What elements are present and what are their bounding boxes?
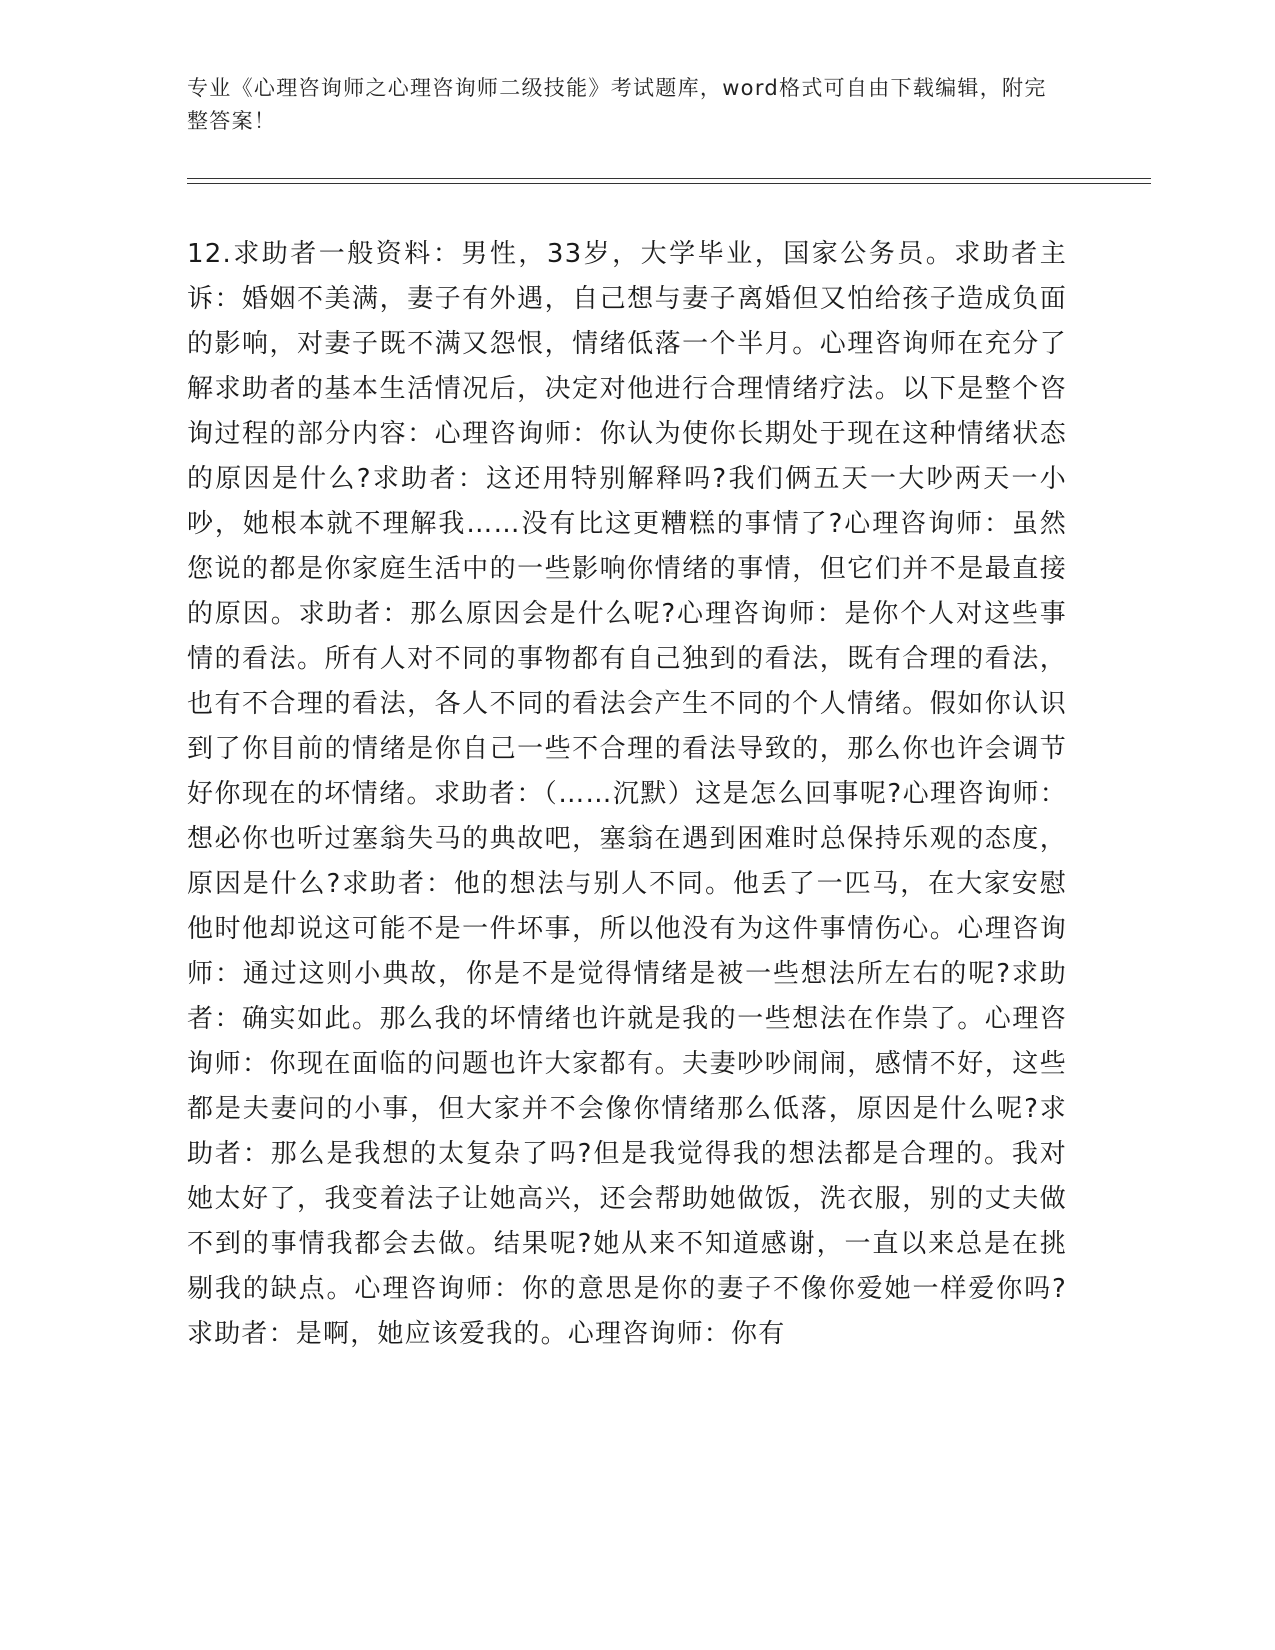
header-divider-top: [187, 178, 1151, 179]
question-text: 12.求助者一般资料：男性，33岁，大学毕业，国家公务员。求助者主诉：婚姻不美满，妻子有外遇，自己想与妻子离婚但又怕给孩子造成负面的影响，对妻子既不满又怨恨，情绪低落一个半月。心理咨询师在充分了解求助者的基本生活情况后，决定对他进行合理情绪疗法。以下是整个咨询过程的部分内容：心理咨询师：你认为使你长期处于现在这种情绪状态的原因是什么?求助者：这还用特别解释吗?我们俩五天一大吵两天一小吵，她根本就不理解我……没有比这更糟糕的事情了?心理咨询师：虽然您说的都是你家庭生活中的一些影响你情绪的事情，但它们并不是最直接的原因。求助者：那么原因会是什么呢?心理咨询师：是你个人对这些事情的看法。所有人对不同的事物都有自己独到的看法，既有合理的看法，也有不合理的看法，各人不同的看法会产生不同的个人情绪。假如你认识到了你目前的情绪是你自己一些不合理的看法导致的，那么你也许会调节好你现在的坏情绪。求助者：（……沉默）这是怎么回事呢?心理咨询师：想必你也听过塞翁失马的典故吧，塞翁在遇到困难时总保持乐观的态度，原因是什么?求助者：他的想法与别人不同。他丢了一匹马，在大家安慰他时他却说这可能不是一件坏事，所以他没有为这件事情伤心。心理咨询师：通过这则小典故，你是不是觉得情绪是被一些想法所左右的呢?求助者：确实如此。那么我的坏情绪也许就是我的一些想法在作祟了。心理咨询师：你现在面临的问题也许大家都有。夫妻吵吵闹闹，感情不好，这些都是夫妻问的小事，但大家并不会像你情绪那么低落，原因是什么呢?求助者：那么是我想的太复杂了吗?但是我觉得我的想法都是合理的。我对她太好了，我变着法子让她高兴，还会帮助她做饭，洗衣服，别的丈夫做不到的事情我都会去做。结果呢?她从来不知道感谢，一直以来总是在挑剔我的缺点。心理咨询师：你的意思是你的妻子不像你爱她一样爱你吗?求助者：是啊，她应该爱我的。心理咨询师：你有: [187, 239, 1067, 1349]
page-header: 专业《心理咨询师之心理咨询师二级技能》考试题库，word格式可自由下载编辑，附完整答案！: [187, 76, 1047, 133]
header-divider-bottom: [187, 183, 1151, 184]
